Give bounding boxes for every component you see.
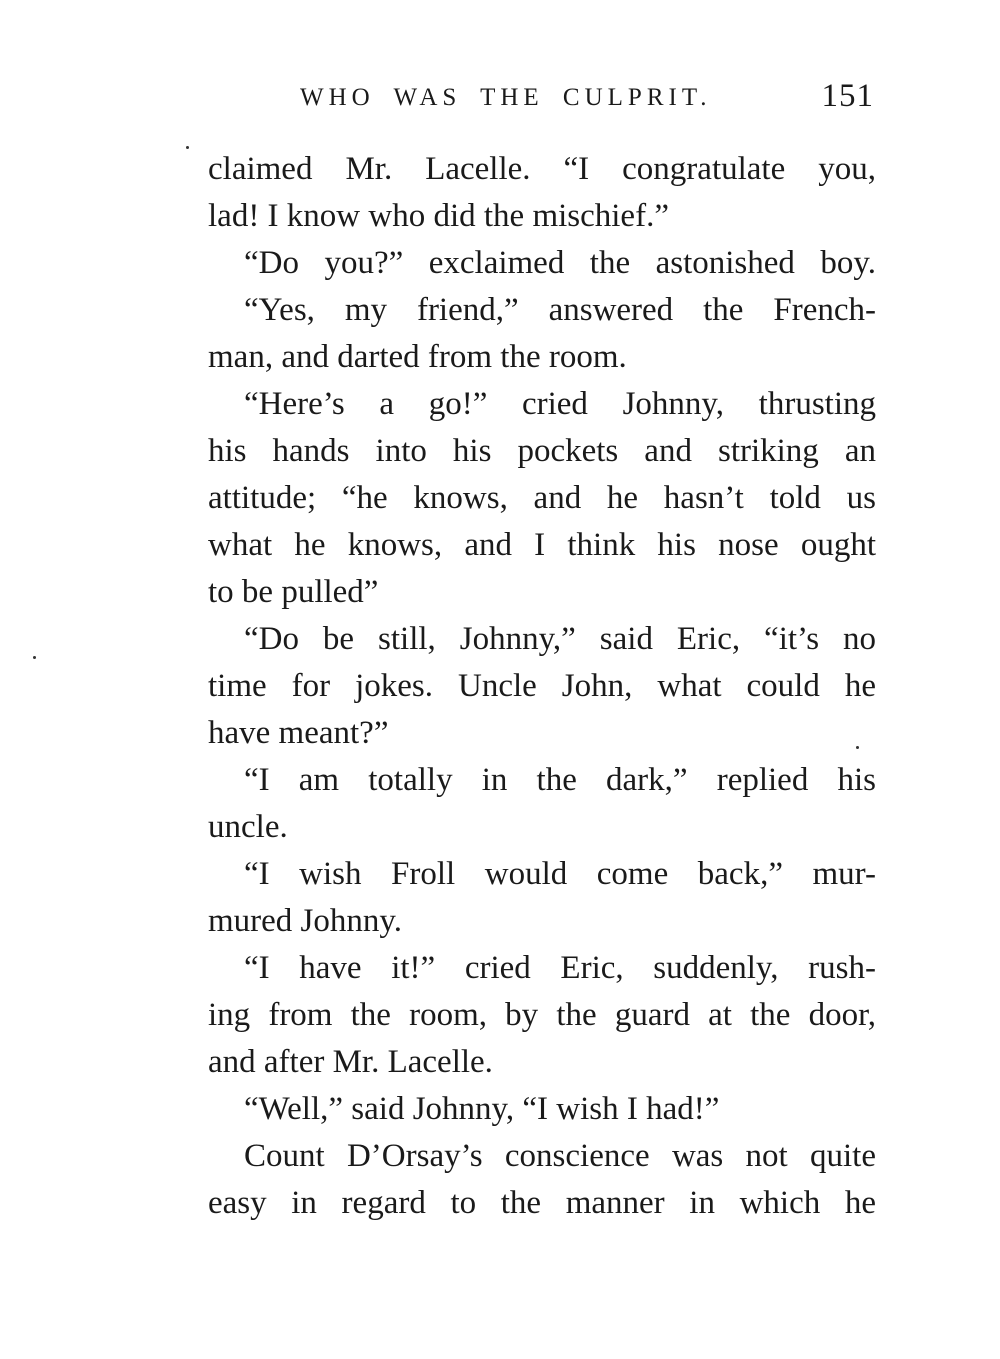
text-line: his hands into his pockets and striking an [208,433,876,469]
scan-speck [856,746,859,749]
text-line: “I am totally in the dark,” replied his [244,762,876,798]
text-line: what he knows, and I think his nose ought [208,527,876,563]
text-line: “Do you?” exclaimed the astonished boy. [244,245,876,281]
text-line: man, and darted from the room. [208,339,627,375]
text-line: “Yes, my friend,” answered the French- [244,292,876,328]
text-line: claimed Mr. Lacelle. “I congratulate you, [208,151,876,187]
text-line: lad! I know who did the mischief.” [208,198,669,234]
scan-speck [186,146,189,149]
body-text [208,146,876,1227]
text-line: “Well,” said Johnny, “I wish I had!” [244,1091,720,1127]
text-line: and after Mr. Lacelle. [208,1044,493,1080]
text-line: attitude; “he knows, and he hasn’t told us [208,480,876,516]
text-line: have meant?” [208,715,389,751]
page-number: 151 [821,78,874,114]
text-line: easy in regard to the manner in which he [208,1185,876,1221]
text-line: to be pulled” [208,574,379,610]
text-line: uncle. [208,809,288,845]
scan-speck [33,656,36,659]
text-line: time for jokes. Uncle John, what could he [208,668,876,704]
text-line: “Do be still, Johnny,” said Eric, “it’s no [244,621,876,657]
text-line: “I wish Froll would come back,” mur- [244,856,876,892]
text-line: “I have it!” cried Eric, suddenly, rush- [244,950,876,986]
text-line: mured Johnny. [208,903,403,939]
text-line: Count D’Orsay’s conscience was not quite [244,1138,876,1174]
text-line: ing from the room, by the guard at the door, [208,997,876,1033]
text-line: “Here’s a go!” cried Johnny, thrusting [244,386,876,422]
running-title: WHO WAS THE CULPRIT. [300,84,712,111]
running-header [300,78,880,118]
